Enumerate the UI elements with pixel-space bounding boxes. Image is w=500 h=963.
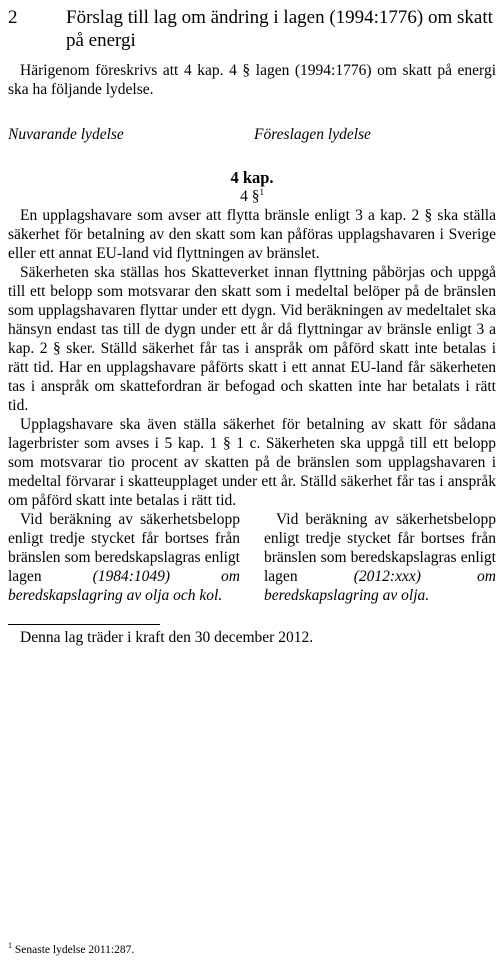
section-heading <box>8 6 496 52</box>
proposed-version-header: Föreslagen lydelse <box>254 126 371 143</box>
current-text-italic: (1984:1049) om beredskapslagring av olja och kol. <box>8 568 240 604</box>
current-text-column <box>8 510 240 605</box>
footnote-text: Senaste lydelse 2011:287. <box>14 944 135 956</box>
section-title: Förslag till lag om ändring i lagen (1994:1776) om skatt på energi <box>66 7 493 51</box>
column-headers <box>8 125 496 144</box>
paragraph-3: Upplagshavare ska även ställa säkerhet för betalning av skatt för sådana lagerbrister som avses i 5 kap. 1 § 1 c. Säkerheten ska uppgå till ett belopp som motsvarar tio procent av skatten på de bränslen som upplagshavaren i medeltal förvarar i skatteupplaget under ett år. Ställd säkerhet får tas i anspråk om påförd skatt inte betalas i rätt tid. <box>8 416 496 509</box>
section-number: 2 <box>8 7 18 28</box>
comparison-columns <box>8 510 496 605</box>
current-version-header: Nuvarande lydelse <box>8 126 124 143</box>
footnote-mark: 1 <box>8 941 12 951</box>
divider-rule <box>8 624 160 625</box>
proposed-text-plain: Vid beräkning av säkerhetsbelopp enligt tredje stycket får bortses från bränslen som beredskapslagras enligt lagen <box>264 511 496 585</box>
paragraph-2: Säkerheten ska ställas hos Skatteverket innan flyttning påbörjas och uppgå till ett belopp som motsvarar den skatt som i medeltal belöper på de bränslen som upplagshavaren flyttar under ett dygn. Vid beräkningen av medeltalet ska hänsyn endast tas till de dygn under ett år då flyttningar av bränsle enligt 3 a kap. 2 § sker. Ställd säkerhet får tas i anspråk om påförd skatt inte betalas i rätt tid. Har en upplagshavare påförts skatt i ett annat EU-land får säkerheten tas i anspråk om skattefordran är befogad och skatten inte har betalats i rätt tid. <box>8 264 496 414</box>
current-text-plain: Vid beräkning av säkerhetsbelopp enligt tredje stycket får bortses från bränslen som beredskapslagras enligt lagen <box>8 511 240 585</box>
paragraph-1: En upplagshavare som avser att flytta bränsle enligt 3 a kap. 2 § ska ställa säkerhet för betalning av den skatt som kan påföras upplagshavaren i Sverige eller ett annat EU-land vid flyttningen av bränslet. <box>8 207 496 262</box>
proposed-text-italic: (2012:xxx) om beredskapslagring av olja. <box>264 568 496 604</box>
intro-text: Härigenom föreskrivs att 4 kap. 4 § lagen (1994:1776) om skatt på energi ska ha följande lydelse. <box>8 62 496 98</box>
paragraph-heading <box>8 187 496 206</box>
footnote <box>8 943 134 957</box>
effective-date-text: Denna lag träder i kraft den 30 december 2012. <box>20 629 314 646</box>
document-page <box>8 6 496 647</box>
chapter-heading: 4 kap. <box>230 168 274 187</box>
proposed-text-column <box>264 510 496 605</box>
paragraph-number: 4 § <box>240 188 260 205</box>
footnote-reference: 1 <box>259 186 264 197</box>
